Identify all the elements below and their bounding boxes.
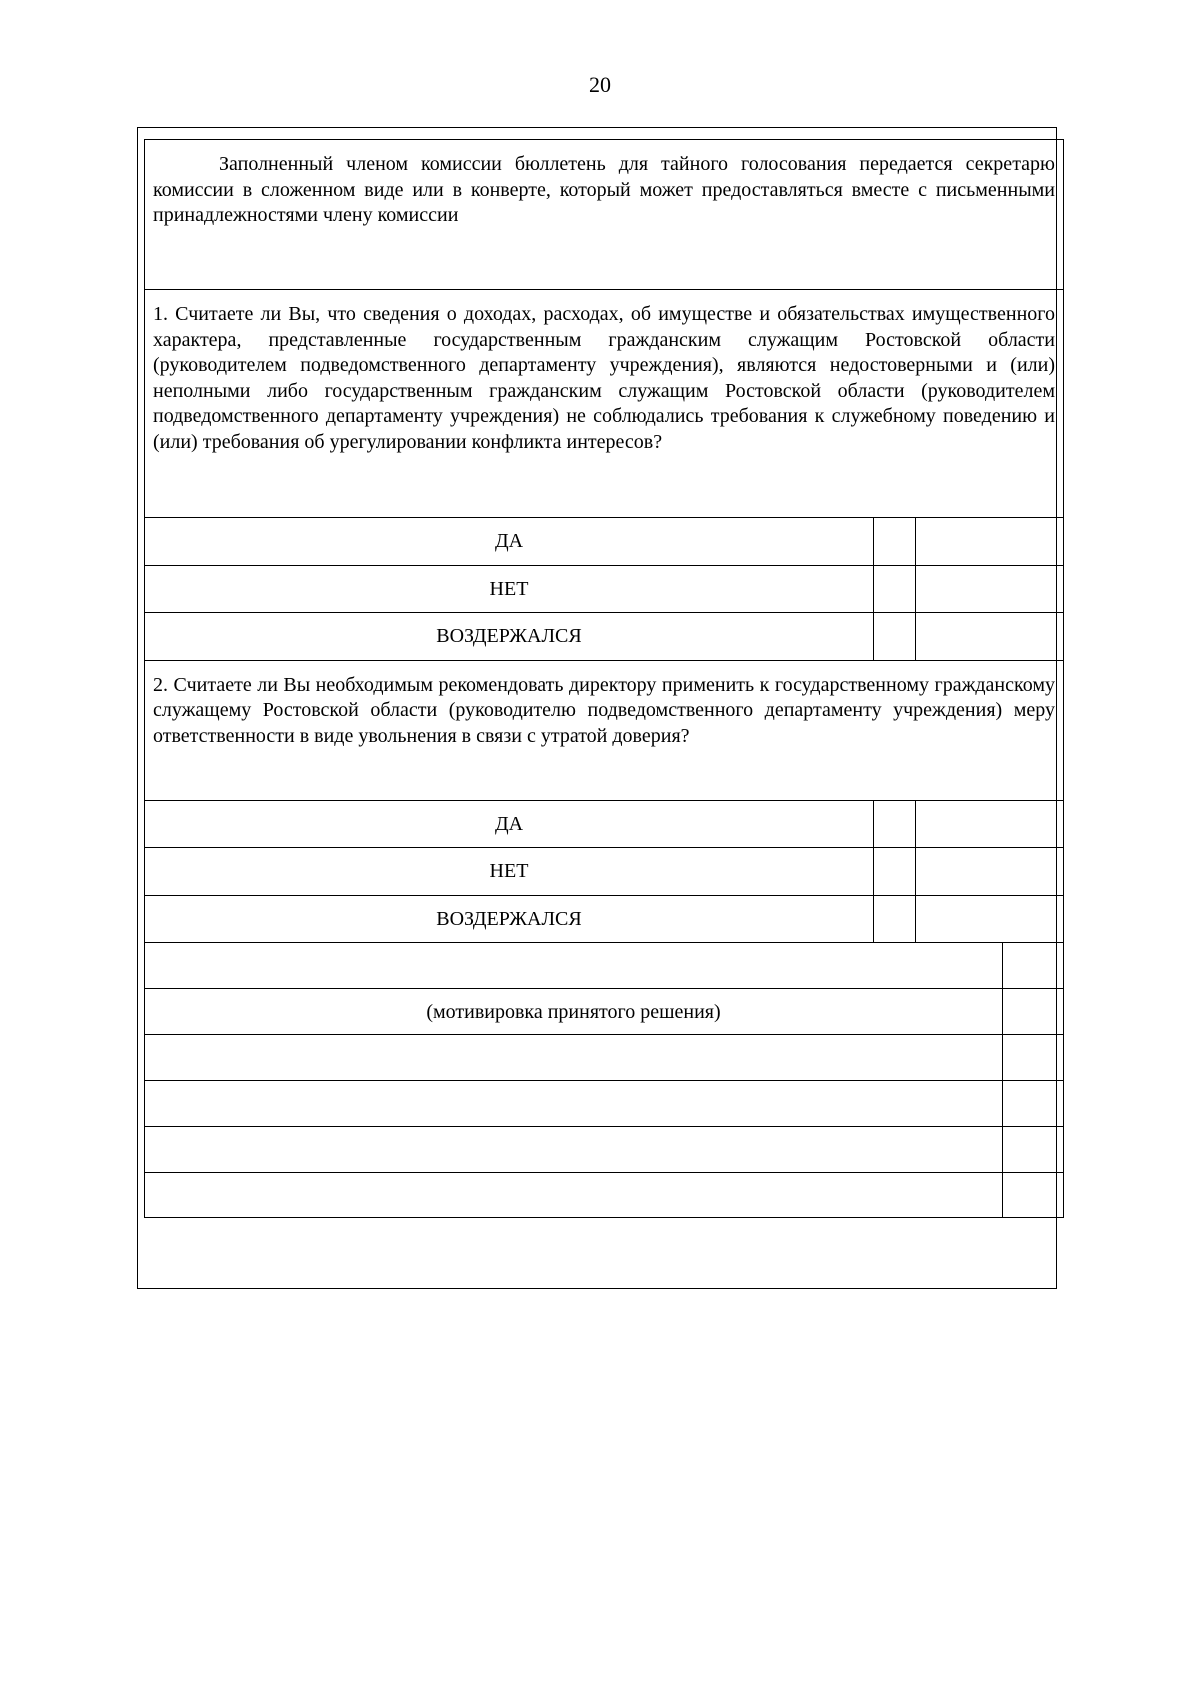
motivation-caption-side: [1003, 989, 1063, 1034]
q1-option-yes-label: ДА: [145, 518, 874, 565]
motivation-line-3: [144, 1080, 1064, 1126]
q1-option-abstain: [144, 612, 1064, 660]
q2-option-no: [144, 847, 1064, 895]
motivation-line-1-field[interactable]: [145, 943, 1003, 988]
motivation-line-2-side: [1003, 1035, 1063, 1080]
motivation-line-2-field[interactable]: [145, 1035, 1003, 1080]
q2-option-abstain: [144, 895, 1064, 943]
q2-option-yes-spare: [916, 801, 1063, 848]
motivation-line-4: [144, 1126, 1064, 1172]
q2-option-no-label: НЕТ: [145, 848, 874, 895]
motivation-line-1: [144, 942, 1064, 988]
q2-option-abstain-spare: [916, 896, 1063, 943]
motivation-caption-row: [144, 988, 1064, 1034]
q2-option-abstain-checkbox[interactable]: [874, 896, 916, 943]
q1-option-no-checkbox[interactable]: [874, 566, 916, 613]
motivation-line-5-side: [1003, 1173, 1063, 1217]
q1-option-no-spare: [916, 566, 1063, 613]
q1-option-no-label: НЕТ: [145, 566, 874, 613]
ballot-form: [144, 139, 1064, 1218]
intro-text: Заполненный членом комиссии бюллетень для тайного голосования передается секретарю комиссии в сложенном виде или в конверте, который может предоставляться вместе с письменными принадлежностями члену комиссии: [153, 153, 1055, 226]
q1-option-abstain-label: ВОЗДЕРЖАЛСЯ: [145, 613, 874, 660]
motivation-line-4-field[interactable]: [145, 1127, 1003, 1172]
page-number: 20: [589, 72, 611, 97]
q1-option-no: [144, 565, 1064, 613]
motivation-line-4-side: [1003, 1127, 1063, 1172]
q1-option-yes-checkbox[interactable]: [874, 518, 916, 565]
q2-option-no-checkbox[interactable]: [874, 848, 916, 895]
motivation-line-5-field[interactable]: [145, 1173, 1003, 1217]
question-2-block: [144, 660, 1064, 800]
q1-option-yes-spare: [916, 518, 1063, 565]
motivation-line-1-side: [1003, 943, 1063, 988]
q2-option-yes: [144, 800, 1064, 848]
question-1-block: [144, 289, 1064, 517]
question-1-text: 1. Считаете ли Вы, что сведения о доходах, расходах, об имуществе и обязательствах имущественного характера, представленные государственным гражданским служащим Ростовской области (руководителем подведомственного департаменту учреждения), являются недостоверными и (или) неполными либо государственным гражданским служащим Ростовской области (руководителем подведомственного департаменту учреждения) не соблюдались требования к служебному поведению и (или) требования об урегулировании конфликта интересов?: [153, 303, 1055, 453]
q2-option-yes-label: ДА: [145, 801, 874, 848]
q1-option-abstain-checkbox[interactable]: [874, 613, 916, 660]
q2-option-abstain-label: ВОЗДЕРЖАЛСЯ: [145, 896, 874, 943]
q1-option-abstain-spare: [916, 613, 1063, 660]
motivation-line-2: [144, 1034, 1064, 1080]
question-2-text: 2. Считаете ли Вы необходимым рекомендовать директору применить к государственному гражданскому служащему Ростовской области (руководителю подведомственного департаменту учреждения) меру ответственности в виде увольнения в связи с утратой доверия?: [153, 673, 1055, 747]
q2-option-no-spare: [916, 848, 1063, 895]
motivation-line-5: [144, 1172, 1064, 1218]
motivation-line-3-side: [1003, 1081, 1063, 1126]
q1-option-yes: [144, 517, 1064, 565]
q2-option-yes-checkbox[interactable]: [874, 801, 916, 848]
motivation-caption: (мотивировка принятого решения): [145, 989, 1003, 1034]
motivation-line-3-field[interactable]: [145, 1081, 1003, 1126]
intro-block: [144, 139, 1064, 289]
